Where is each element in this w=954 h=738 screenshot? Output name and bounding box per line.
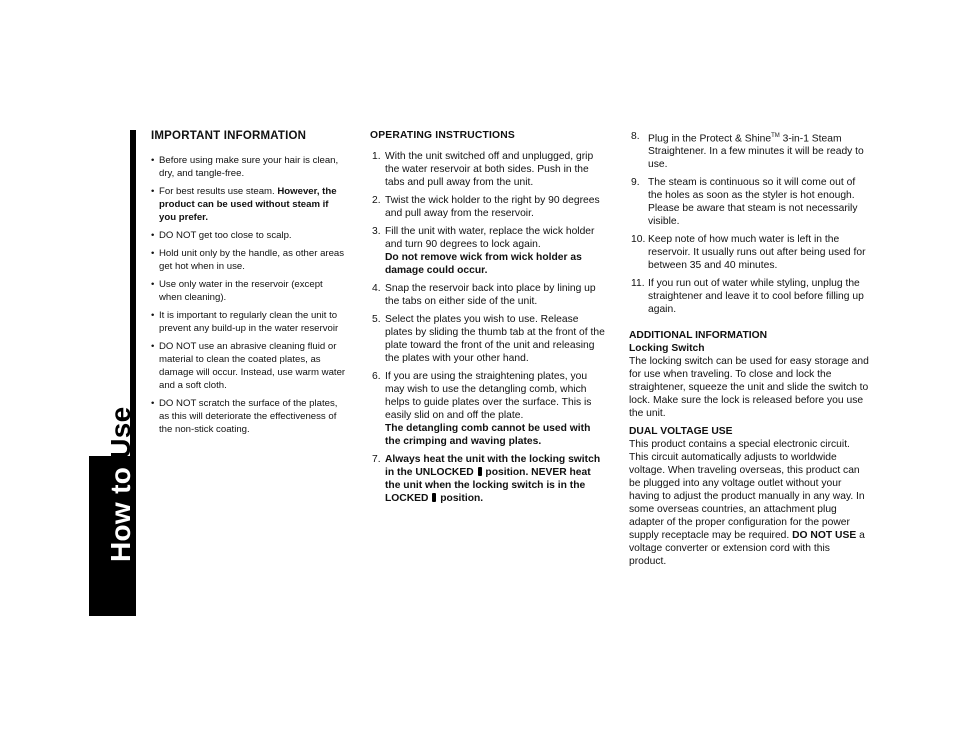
locked-switch-icon xyxy=(432,493,436,502)
section-title xyxy=(107,407,135,562)
important-heading: IMPORTANT INFORMATION xyxy=(151,130,307,142)
step-item: 11. If you run out of water while styling, unplug the straightener and leave it to cool before filling up again. xyxy=(631,278,864,316)
list-item: • Use only water in the reservoir (except when cleaning). xyxy=(151,278,346,304)
additional-heading: ADDITIONAL INFORMATION xyxy=(629,330,768,342)
step-item: 4. Snap the reservoir back into place by lining up the tabs on either side of the unit. xyxy=(372,283,596,307)
important-list xyxy=(151,154,346,436)
list-item: • DO NOT scratch the surface of the plates, as this will deteriorate the effectiveness of the non-stick coating. xyxy=(151,397,346,436)
operating-instructions-column xyxy=(370,130,605,510)
list-item: • Hold unit only by the handle, as other areas get hot when in use. xyxy=(151,247,346,273)
locking-switch-text: The locking switch can be used for easy storage and for use when traveling. To close and lock the straightener, squeeze the unit and slide the switch to lock. Make sure the lock is released before you use the unit. xyxy=(629,356,869,420)
list-item: • DO NOT get too close to scalp. xyxy=(151,229,346,242)
list-item: • For best results use steam. However, the product can be used without steam if you prefer. xyxy=(151,185,346,224)
dual-voltage-text: This product contains a special electronic circuit. This circuit automatically adjusts to worldwide voltage. When traveling overseas, this product can be plugged into any voltage outlet without your having to adjust the product manually in any way. In some overseas countries, an attachment plug adapter of the proper configuration for the power supply receptacle may be required. DO NOT USE a voltage converter or extension cord with this product. xyxy=(629,439,865,568)
step-item: 2. Twist the wick holder to the right by 90 degrees and pull away from the reservoir. xyxy=(372,195,600,219)
step-item: 1. With the unit switched off and unplugged, grip the water reservoir at both sides. Push in the tabs and pull away from the unit. xyxy=(372,151,594,188)
step-item: 9. The steam is continuous so it will come out of the holes as soon as the styler is hot enough. Please be aware that steam is not necessarily visible. xyxy=(631,177,858,228)
step-item: 5. Select the plates you wish to use. Release plates by sliding the thumb tab at the front of the plate toward the front of the unit and releasing the plates with your other hand. xyxy=(372,314,605,364)
step-item: 8. Plug in the Protect & Shine™ 3-in-1 Steam Straightener. In a few minutes it will be ready to use. xyxy=(631,131,864,171)
operating-steps xyxy=(370,150,605,505)
step-item: 6. If you are using the straightening plates, you may wish to use the detangling comb, which helps to guide plates over the surface. This is easily slid on and off the plate. The detangling comb cannot be used with the crimping and waving plates. xyxy=(372,371,592,447)
important-information-column xyxy=(151,130,346,441)
section-title-part2: Use xyxy=(105,406,136,459)
list-item: • Before using make sure your hair is clean, dry, and tangle-free. xyxy=(151,154,346,180)
locking-switch-title: Locking Switch xyxy=(629,343,705,355)
step-item: 3. Fill the unit with water, replace the wick holder and turn 90 degrees to lock again. Do not remove wick from wick holder as damage could occur. xyxy=(372,226,595,276)
operating-heading: OPERATING INSTRUCTIONS xyxy=(370,130,515,141)
step-item: 7. Always heat the unit with the locking switch in the UNLOCKED position. NEVER heat the unit when the locking switch is in the LOCKED position. xyxy=(372,454,601,504)
unlocked-switch-icon xyxy=(478,467,482,476)
continued-column xyxy=(629,130,869,568)
section-title-part1: How to xyxy=(105,458,136,562)
list-item: • DO NOT use an abrasive cleaning fluid or material to clean the coated plates, as damage will occur. Instead, use warm water and a soft cloth. xyxy=(151,340,346,392)
continued-steps xyxy=(629,130,869,316)
step-item: 10. Keep note of how much water is left in the reservoir. It usually runs out after being used for between 35 and 40 minutes. xyxy=(631,234,866,272)
list-item: • It is important to regularly clean the unit to prevent any build-up in the water reservoir xyxy=(151,309,346,335)
dual-voltage-title: DUAL VOLTAGE USE xyxy=(629,426,733,438)
